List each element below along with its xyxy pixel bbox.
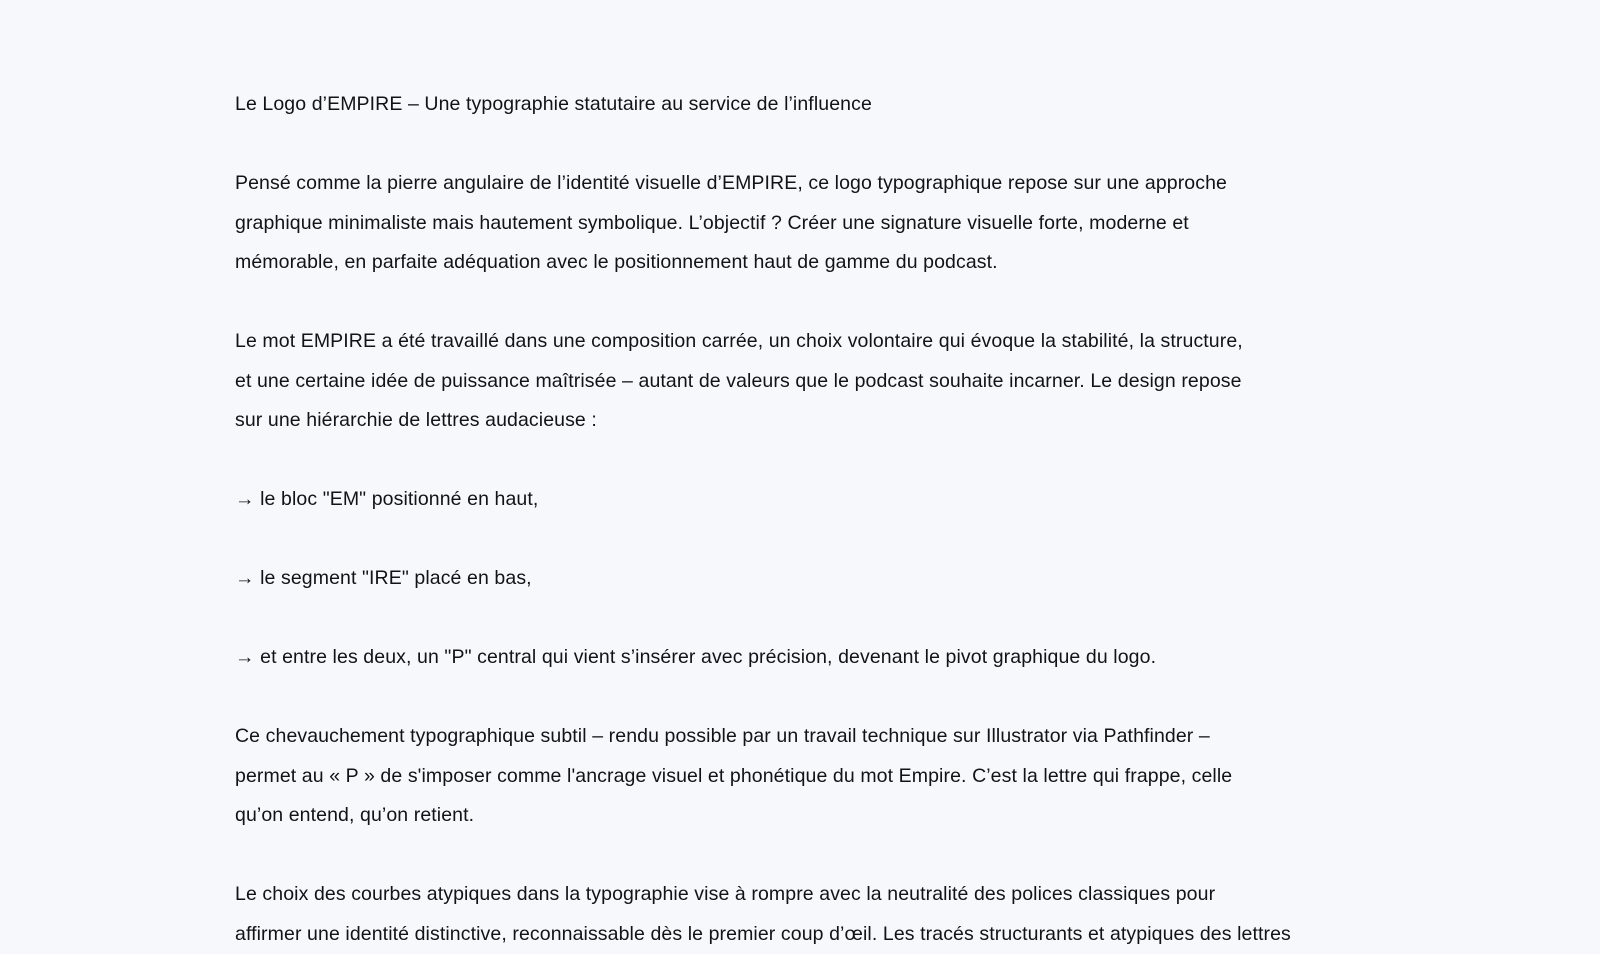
text-line: Ce chevauchement typographique subtil – rendu possible par un travail technique sur Illustrator via Pathfinder – <box>235 717 1375 757</box>
bullet-line: → le segment "IRE" placé en bas, <box>235 559 1375 599</box>
bullet-item-p <box>235 638 1375 678</box>
text-line: graphique minimaliste mais hautement symbolique. L’objectif ? Créer une signature visuelle forte, moderne et <box>235 204 1375 244</box>
text-line-clipped: affirmer une identité distinctive, reconnaissable dès le premier coup d’œil. Les tracés structurants et atypiques des lettres <box>235 915 1375 954</box>
text-line: mémorable, en parfaite adéquation avec le positionnement haut de gamme du podcast. <box>235 243 1375 283</box>
bullet-item-em <box>235 480 1375 520</box>
paragraph-intro <box>235 164 1375 283</box>
paragraph-courbes <box>235 875 1375 954</box>
bullet-line: → le bloc "EM" positionné en haut, <box>235 480 1375 520</box>
bullet-item-ire <box>235 559 1375 599</box>
document-body <box>235 85 1375 954</box>
text-line: sur une hiérarchie de lettres audacieuse : <box>235 401 1375 441</box>
text-line: Pensé comme la pierre angulaire de l’identité visuelle d’EMPIRE, ce logo typographique repose sur une approche <box>235 164 1375 204</box>
text-line: Le choix des courbes atypiques dans la typographie vise à rompre avec la neutralité des polices classiques pour <box>235 875 1375 915</box>
title-line: Le Logo d’EMPIRE – Une typographie statutaire au service de l’influence <box>235 85 1375 125</box>
document-title <box>235 85 1375 125</box>
text-line: permet au « P » de s'imposer comme l'ancrage visuel et phonétique du mot Empire. C’est la lettre qui frappe, celle <box>235 757 1375 797</box>
text-line: qu’on entend, qu’on retient. <box>235 796 1375 836</box>
text-line: Le mot EMPIRE a été travaillé dans une composition carrée, un choix volontaire qui évoque la stabilité, la structure, <box>235 322 1375 362</box>
paragraph-composition <box>235 322 1375 441</box>
bullet-line: → et entre les deux, un "P" central qui vient s’insérer avec précision, devenant le pivot graphique du logo. <box>235 638 1375 678</box>
text-line: et une certaine idée de puissance maîtrisée – autant de valeurs que le podcast souhaite incarner. Le design repose <box>235 362 1375 402</box>
paragraph-chevauchement <box>235 717 1375 836</box>
